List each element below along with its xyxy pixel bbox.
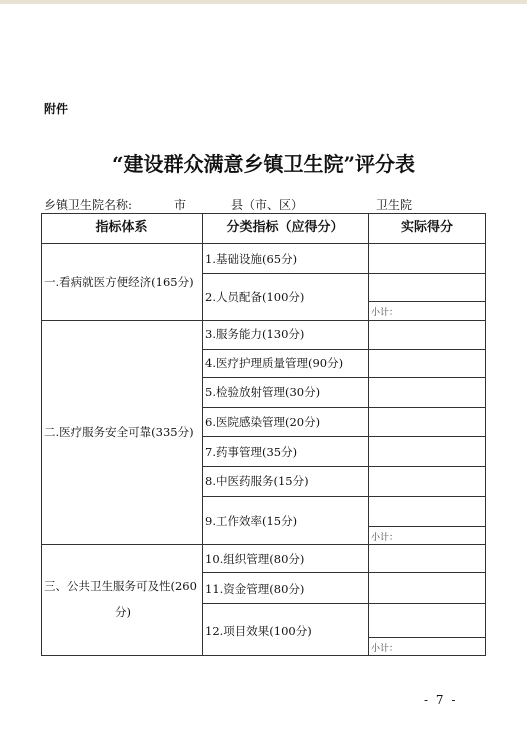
subtotal-label: 小计：	[371, 308, 399, 318]
header-indicator-system: 指标体系	[95, 220, 148, 235]
city-label: 市	[174, 198, 187, 212]
header-category-indicator: 分类指标（应得分）	[226, 220, 344, 235]
indicator-item: 7.药事管理(35分)	[205, 445, 298, 459]
indicator-item: 3.服务能力(130分)	[205, 327, 305, 341]
subtotal-label: 小计：	[371, 533, 399, 543]
top-border-strip	[0, 0, 527, 4]
indicator-item: 11.资金管理(80分)	[205, 582, 305, 596]
category-label-line: 三、公共卫生服务可及性(260	[44, 579, 197, 593]
subtotal-divider	[368, 526, 486, 527]
row-divider	[202, 572, 486, 573]
subtotal-divider	[368, 637, 486, 638]
page-title: “建设群众满意乡镇卫生院”评分表	[111, 152, 415, 176]
indicator-item: 8.中医药服务(15分)	[205, 474, 309, 488]
indicator-item: 12.项目效果(100分)	[205, 624, 312, 638]
indicator-item: 9.工作效率(15分)	[205, 514, 298, 528]
header-divider	[41, 243, 486, 244]
row-divider	[202, 407, 486, 408]
category-divider	[41, 320, 486, 321]
hospital-suffix-label: 卫生院	[376, 198, 413, 212]
column-divider	[368, 213, 369, 656]
subtotal-divider	[368, 301, 486, 302]
category-label: 一.看病就医方便经济(165分)	[44, 275, 194, 289]
row-divider	[202, 466, 486, 467]
score-table	[41, 213, 486, 656]
row-divider	[202, 436, 486, 437]
table-border-right	[485, 213, 486, 656]
category-divider	[41, 544, 486, 545]
category-label: 二.医疗服务安全可靠(335分)	[44, 425, 194, 439]
row-divider	[202, 273, 486, 274]
row-divider	[202, 349, 486, 350]
subtotal-label: 小计：	[371, 644, 399, 654]
page-number: - 7 -	[424, 693, 458, 707]
row-divider	[202, 496, 486, 497]
indicator-item: 6.医院感染管理(20分)	[205, 415, 321, 429]
row-divider	[202, 377, 486, 378]
column-divider	[202, 213, 203, 656]
indicator-item: 5.检验放射管理(30分)	[205, 385, 321, 399]
attachment-label: 附件	[44, 102, 69, 116]
county-label: 县（市、区）	[231, 198, 304, 212]
row-divider	[202, 603, 486, 604]
header-actual-score: 实际得分	[400, 220, 453, 235]
indicator-item: 4.医疗护理质量管理(90分)	[205, 356, 344, 370]
table-border-left	[41, 213, 42, 656]
indicator-item: 2.人员配备(100分)	[205, 290, 305, 304]
indicator-item: 1.基础设施(65分)	[205, 252, 298, 266]
table-border-bottom	[41, 655, 486, 656]
indicator-item: 10.组织管理(80分)	[205, 552, 305, 566]
hospital-name-label: 乡镇卫生院名称:	[44, 198, 133, 212]
category-label	[44, 573, 202, 625]
category-label-line: 分)	[115, 605, 131, 619]
